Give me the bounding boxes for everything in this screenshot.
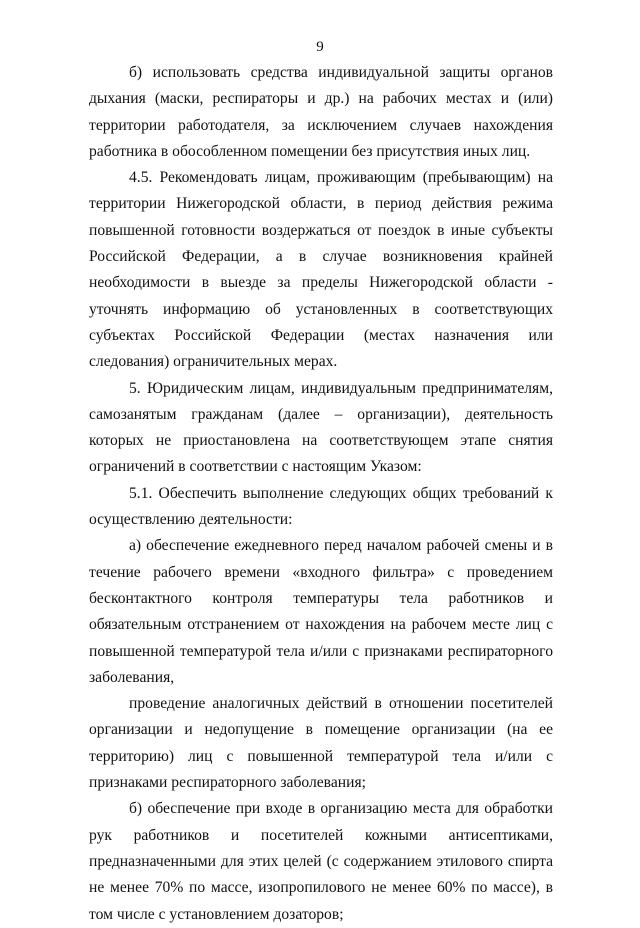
- paragraph-5-organizations: 5. Юридическим лицам, индивидуальным предпринимателям, самозанятым гражданам (далее – организации), деятельность которых не приостановлена на соответствующем этапе снятия ограничений в соответствии с настоящим Указом:: [89, 379, 553, 476]
- document-body: [89, 60, 553, 928]
- page-number: 9: [316, 39, 324, 55]
- paragraph-mask-requirement: б) использовать средства индивидуальной защиты органов дыхания (маски, респираторы и др.) на рабочих местах и (или) территории работодателя, за исключением случаев нахождения работника в обособленном помещении без присутствия иных лиц.: [89, 64, 553, 160]
- paragraph-visitors-check: проведение аналогичных действий в отношении посетителей организации и недопущение в помещение организации (на ее территорию) лиц с повышенной температурой тела и/или с признаками респираторного заболевания;: [89, 695, 553, 792]
- paragraph-a-entry-filter: а) обеспечение ежедневного перед началом рабочей смены и в течение рабочего времени «входного фильтра» с проведением бесконтактного контроля температуры тела работников и обязательным отстранением от нахождения на рабочем месте лиц с повышенной температурой тела и/или с признаками респираторного заболевания,: [89, 537, 553, 686]
- paragraph-b-hand-sanitizer: б) обеспечение при входе в организацию места для обработки рук работников и посетителей кожными антисептиками, предназначенными для этих целей (с содержанием этилового спирта не менее 70% по массе, изопропилового не менее 60% по массе), в том числе с установлением дозаторов;: [89, 800, 553, 923]
- paragraph-5-1-general-requirements: 5.1. Обеспечить выполнение следующих общих требований к осуществлению деятельности:: [89, 484, 553, 529]
- paragraph-4-5-travel-recommendation: 4.5. Рекомендовать лицам, проживающим (пребывающим) на территории Нижегородской области, в период действия режима повышенной готовности воздержаться от поездок в иные субъекты Российской Федерации, а в случае возникновения крайней необходимости в выезде за пределы Нижегородской области - уточнять информацию об установленных в соответствующих субъектах Российской Федерации (местах назначения или следования) ограничительных мерах.: [89, 169, 553, 371]
